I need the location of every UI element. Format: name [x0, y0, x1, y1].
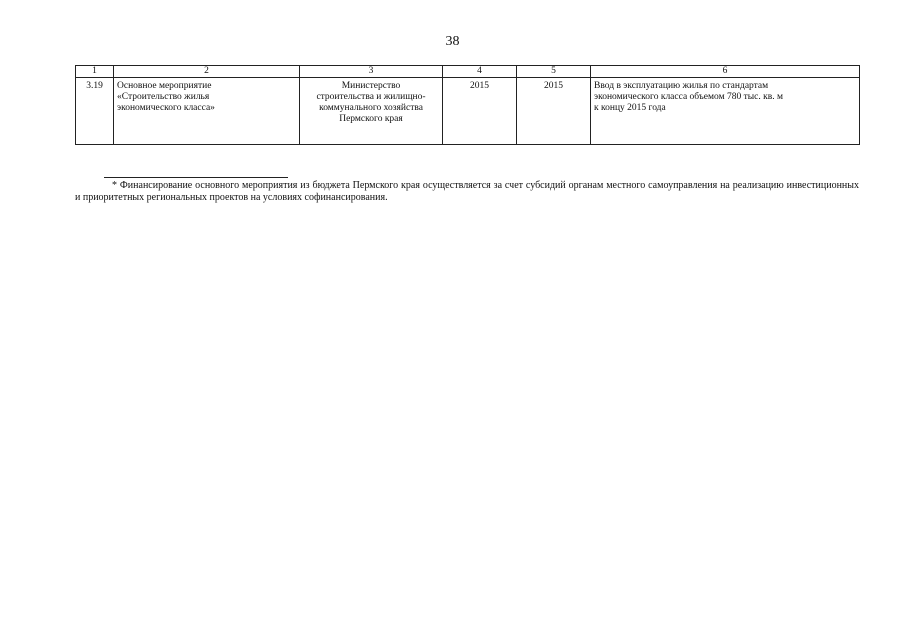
executor-cell [300, 78, 443, 145]
result-line: Ввод в эксплуатацию жилья по стандартам [594, 81, 769, 91]
executor-line: Пермского края [339, 114, 403, 124]
footnote-divider [104, 177, 288, 178]
footnote-text: * Финансирование основного мероприятия из бюджета Пермского края осуществляется за счет субсидий органам местного самоуправления на реализацию инвестиционных и приоритетных региональных проектов на условиях софинансирования. [75, 180, 859, 203]
header-cell-5: 5 [517, 66, 591, 78]
table-header-row [76, 66, 860, 78]
event-name-line: экономического класса» [117, 103, 215, 113]
header-cell-2: 2 [114, 66, 300, 78]
header-cell-6: 6 [591, 66, 860, 78]
start-year-cell: 2015 [443, 78, 517, 145]
executor-line: строительства и жилищно- [316, 92, 426, 102]
event-name-line: «Строительство жилья [117, 92, 210, 102]
result-cell [591, 78, 860, 145]
row-number-cell: 3.19 [76, 78, 114, 145]
end-year-cell: 2015 [517, 78, 591, 145]
executor-line: Министерство [341, 81, 401, 91]
result-line: к концу 2015 года [594, 103, 666, 113]
result-line: экономического класса объемом 780 тыс. кв. м [594, 92, 783, 102]
table-row [76, 78, 860, 145]
executor-line: коммунального хозяйства [319, 103, 423, 113]
event-name-line: Основное мероприятие [117, 81, 212, 91]
header-cell-1: 1 [76, 66, 114, 78]
page-number: 38 [445, 34, 460, 49]
header-cell-3: 3 [300, 66, 443, 78]
event-name-cell [114, 78, 300, 145]
activities-table [75, 65, 860, 145]
header-cell-4: 4 [443, 66, 517, 78]
